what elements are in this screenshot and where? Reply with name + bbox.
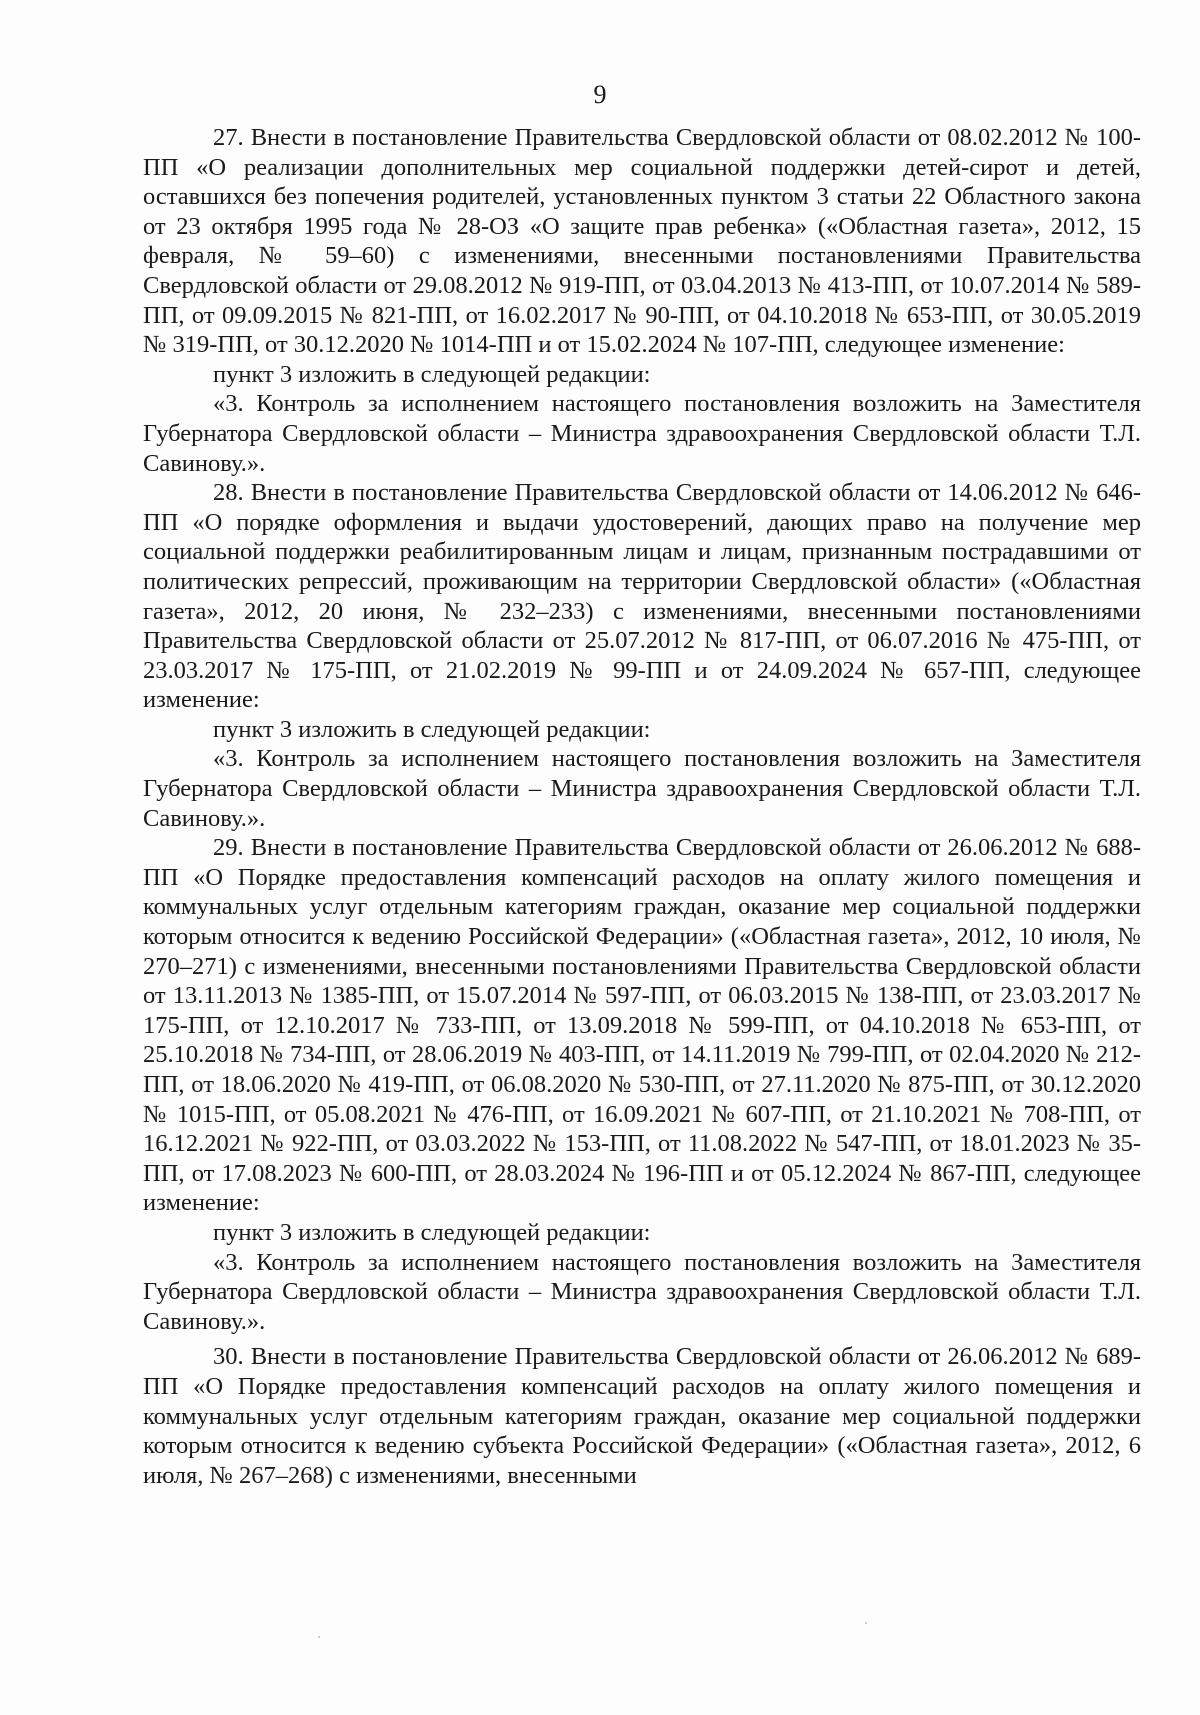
paragraph-item-27: 27. Внести в постановление Правительства Свердловской области от 08.02.2012 № 100-ПП «О реализации дополнительных мер социальной поддержки детей-сирот и детей, оставшихся без попечения родителей, установленных пунктом 3 статьи 22 Областного закона от 23 октября 1995 года № 28-ОЗ «О защите прав ребенка» («Областная газета», 2012, 15 февраля, № 59–60) с изменениями, внесенными постановлениями Правительства Свердловской области от 29.08.2012 № 919-ПП, от 03.04.2013 № 413-ПП, от 10.07.2014 № 589-ПП, от 09.09.2015 № 821-ПП, от 16.02.2017 № 90-ПП, от 04.10.2018 № 653-ПП, от 30.05.2019 № 319-ПП, от 30.12.2020 № 1014-ПП и от 15.02.2024 № 107-ПП, следующее изменение: <box>143 124 1141 359</box>
paragraph-item-30: 30. Внести в постановление Правительства Свердловской области от 26.06.2012 № 689-ПП «О Порядке предоставления компенсаций расходов на оплату жилого помещения и коммунальных услуг отдельным категориям граждан, оказание мер социальной поддержки которым относится к ведению субъекта Российской Федерации» («Областная газета», 2012, 6 июля, № 267–268) с изменениями, внесенными <box>143 1343 1141 1489</box>
document-body <box>143 123 1141 1490</box>
paragraph-instruction: пункт 3 изложить в следующей редакции: <box>213 1218 651 1246</box>
scan-speck <box>318 1636 320 1638</box>
paragraph-item-29: 29. Внести в постановление Правительства Свердловской области от 26.06.2012 № 688-ПП «О Порядке предоставления компенсаций расходов на оплату жилого помещения и коммунальных услуг отдельным категориям граждан, оказание мер социальной поддержки которым относится к ведению Российской Федерации» («Областная газета», 2012, 10 июля, № 270–271) с изменениями, внесенными постановлениями Правительства Свердловской области от 13.11.2013 № 1385-ПП, от 15.07.2014 № 597-ПП, от 06.03.2015 № 138-ПП, от 23.03.2017 № 175-ПП, от 12.10.2017 № 733-ПП, от 13.09.2018 № 599-ПП, от 04.10.2018 № 653-ПП, от 25.10.2018 № 734-ПП, от 28.06.2019 № 403-ПП, от 14.11.2019 № 799-ПП, от 02.04.2020 № 212-ПП, от 18.06.2020 № 419-ПП, от 06.08.2020 № 530-ПП, от 27.11.2020 № 875-ПП, от 30.12.2020 № 1015-ПП, от 05.08.2021 № 476-ПП, от 16.09.2021 № 607-ПП, от 21.10.2021 № 708-ПП, от 16.12.2021 № 922-ПП, от 03.03.2022 № 153-ПП, от 11.08.2022 № 547-ПП, от 18.01.2023 № 35-ПП, от 17.08.2023 № 600-ПП, от 28.03.2024 № 196-ПП и от 05.12.2024 № 867-ПП, следующее изменение: <box>143 834 1141 1217</box>
paragraph-instruction: пункт 3 изложить в следующей редакции: <box>213 715 651 743</box>
paragraph-item-28: 28. Внести в постановление Правительства Свердловской области от 14.06.2012 № 646-ПП «О порядке оформления и выдачи удостоверений, дающих право на получение мер социальной поддержки реабилитированным лицам и лицам, признанным пострадавшими от политических репрессий, проживающим на территории Свердловской области» («Областная газета», 2012, 20 июня, № 232–233) с изменениями, внесенными постановлениями Правительства Свердловской области от 25.07.2012 № 817-ПП, от 06.07.2016 № 475-ПП, от 23.03.2017 № 175-ПП, от 21.02.2019 № 99-ПП и от 24.09.2024 № 657-ПП, следующее изменение: <box>143 479 1141 714</box>
paragraph-new-wording: «3. Контроль за исполнением настоящего постановления возложить на Заместителя Губернатора Свердловской области – Министра здравоохранения Свердловской области Т.Л. Савинову.». <box>143 390 1141 477</box>
page-number: 9 <box>593 80 607 109</box>
paragraph-new-wording: «3. Контроль за исполнением настоящего постановления возложить на Заместителя Губернатора Свердловской области – Министра здравоохранения Свердловской области Т.Л. Савинову.». <box>143 1248 1141 1335</box>
paragraph-instruction: пункт 3 изложить в следующей редакции: <box>213 360 651 388</box>
paragraph-new-wording: «3. Контроль за исполнением настоящего постановления возложить на Заместителя Губернатора Свердловской области – Министра здравоохранения Свердловской области Т.Л. Савинову.». <box>143 745 1141 832</box>
scan-speck <box>865 1622 867 1624</box>
